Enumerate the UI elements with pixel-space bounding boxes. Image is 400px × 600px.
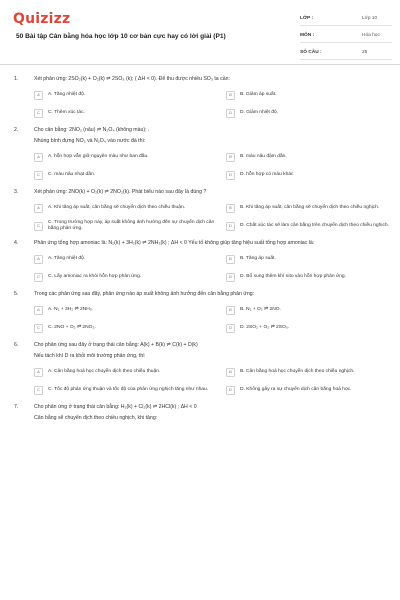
option-text: D. Giảm nhiệt độ. [240, 110, 279, 115]
option-text: C. Tốc độ phản ứng thuận và tốc độ của phản ứng nghịch tăng như nhau. [48, 387, 209, 392]
meta-value: Lớp 10 [362, 16, 378, 21]
question-number: 4. [14, 240, 19, 246]
option-letter-badge: B [226, 368, 235, 377]
answer-option-b[interactable] [226, 89, 400, 101]
question-text: Cho phản ứng sau đây ở trạng thái cân bằng: A(k) + B(k) ⇌ C(k) + D(k) [34, 342, 198, 348]
question-subtext: Cân bằng sẽ chuyển dịch theo chiều nghịch, khi tăng: [34, 415, 158, 421]
answer-option-b[interactable] [226, 366, 400, 378]
option-text: A. Khi tăng áp suất, cân bằng sẽ chuyển dịch theo chiều thuận. [48, 205, 186, 210]
question-header [0, 240, 400, 247]
meta-row-subject [300, 29, 392, 43]
option-letter-badge: B [226, 91, 235, 100]
worksheet-header [0, 0, 400, 56]
option-letter-badge: A [34, 255, 43, 264]
option-text: C. 2NO + O₂ ⇌ 2NO₂. [48, 325, 96, 330]
question-header [0, 127, 400, 134]
answer-option-d[interactable] [226, 107, 400, 119]
option-text: B. N₂ + O₂ ⇌ 2NO. [240, 307, 281, 312]
answer-option-b[interactable] [226, 151, 400, 163]
option-letter-badge: D [226, 171, 235, 180]
answer-option-a[interactable] [34, 253, 218, 265]
question-header [0, 404, 400, 411]
question-text: Xét phản ứng: 2SO₂(k) + O₂(k) ⇌ 2SO₃ (k); ( ΔH < 0). Để thu được nhiều SO₃ ta cần: [34, 76, 230, 82]
option-text: D. Bổ sung thêm khí nito vào hỗn hợp phản ứng. [240, 274, 346, 279]
option-text: C. Lấy amoniac ra khỏi hỗn hợp phản ứng. [48, 274, 142, 279]
answer-option-a[interactable] [34, 151, 218, 163]
option-text: D. Chất xúc tác sẽ làm cân bằng trên chuyển dịch theo chiều nghịch. [240, 223, 389, 228]
header-divider [0, 64, 400, 65]
answer-option-a[interactable] [34, 304, 218, 316]
option-letter-badge: B [226, 306, 235, 315]
option-grid [0, 89, 400, 119]
option-letter-badge: A [34, 368, 43, 377]
option-letter-badge: B [226, 153, 235, 162]
meta-value: Hóa học [362, 33, 380, 38]
question-3 [0, 189, 400, 232]
option-letter-badge: C [34, 222, 43, 231]
option-text: D. 2SO₂ + O₂ ⇌ 2SO₃. [240, 325, 290, 330]
question-number: 5. [14, 291, 19, 297]
option-text: B. màu nâu đậm dần. [240, 154, 287, 159]
answer-option-a[interactable] [34, 202, 218, 214]
meta-key: MÔN : [300, 33, 315, 38]
option-letter-badge: C [34, 324, 43, 333]
option-text: A. Tăng nhiệt độ. [48, 256, 86, 261]
question-text: Cho cân bằng: 2NO₂ (nâu) ⇌ N₂O₄ (không màu); . [34, 127, 150, 133]
answer-option-d[interactable] [226, 220, 400, 232]
answer-option-b[interactable] [226, 202, 400, 214]
question-subtext: Nhúng bình đựng NO₂ và N₂O₄ vào nước đá thì: [34, 138, 146, 144]
answer-option-d[interactable] [226, 384, 400, 396]
option-grid [0, 151, 400, 181]
question-text: Xét phản ứng: 2NO(k) + O₂(k) ⇌ 2NO₂(k). Phát biểu nào sau đây là đúng ? [34, 189, 207, 195]
option-grid [0, 366, 400, 396]
answer-option-b[interactable] [226, 304, 400, 316]
option-text: A. N₂ + 3H₂ ⇌ 2NH₃. [48, 307, 94, 312]
meta-row-class [300, 12, 392, 26]
question-text: Phản ứng tổng hợp amoniac là: N₂(k) + 3H₂(k) ⇌ 2NH₃(k) ; ΔH < 0 Yếu tố không giúp tăng hiệu suất tổng hợp amoniac là: [34, 240, 315, 246]
option-letter-badge: D [226, 324, 235, 333]
answer-option-d[interactable] [226, 169, 400, 181]
question-header [0, 291, 400, 298]
option-text: C. Trong trường hợp này, áp suất không ảnh hưởng đến sự chuyển dịch cân bằng phản ứng. [48, 220, 215, 231]
option-letter-badge: D [226, 109, 235, 118]
question-number: 7. [14, 404, 19, 410]
option-letter-badge: D [226, 386, 235, 395]
option-text: C. màu nâu nhạt dần. [48, 172, 96, 177]
option-letter-badge: C [34, 171, 43, 180]
option-letter-badge: D [226, 222, 235, 231]
question-6 [0, 342, 400, 396]
answer-option-a[interactable] [34, 366, 218, 378]
question-header [0, 189, 400, 196]
option-letter-badge: A [34, 306, 43, 315]
option-text: A. Cân bằng hoá học chuyển dịch theo chiều thuận. [48, 369, 161, 374]
option-letter-badge: C [34, 273, 43, 282]
option-text: A. hỗn hợp vẫn giữ nguyên màu như ban đầu. [48, 154, 149, 159]
question-number: 1. [14, 76, 19, 82]
option-letter-badge: A [34, 204, 43, 213]
option-text: B. Tăng áp suất. [240, 256, 276, 261]
option-text: B. Giảm áp suất. [240, 92, 277, 97]
answer-option-c[interactable] [34, 107, 218, 119]
question-5 [0, 291, 400, 334]
question-number: 2. [14, 127, 19, 133]
answer-option-c[interactable] [34, 220, 218, 232]
option-text: D. Không gây ra sự chuyển dịch cân bằng hoá học. [240, 387, 352, 392]
quizizz-logo: Quizizz [13, 11, 71, 27]
option-letter-badge: A [34, 153, 43, 162]
worksheet-title: 50 Bài tập Cân bằng hóa học lớp 10 cơ bản cực hay có lời giải (P1) [16, 33, 226, 40]
question-header [0, 342, 400, 349]
question-number: 3. [14, 189, 19, 195]
question-7 [0, 404, 400, 422]
question-header [0, 76, 400, 83]
option-letter-badge: C [34, 386, 43, 395]
question-2 [0, 127, 400, 181]
meta-key: SỐ CÂU : [300, 50, 322, 55]
question-4 [0, 240, 400, 283]
option-letter-badge: D [226, 273, 235, 282]
question-text: Trong các phản ứng sau đây, phản ứng nào áp suất không ảnh hưởng đến cân bằng phản ứng: [34, 291, 255, 297]
answer-option-d[interactable] [226, 271, 400, 283]
option-text: B. Khi tăng áp suất, cân bằng sẽ chuyển dịch theo chiều nghịch. [240, 205, 380, 210]
option-grid [0, 253, 400, 283]
option-grid [0, 304, 400, 334]
option-text: C. Thêm xúc tác. [48, 110, 85, 115]
meta-value: 25 [362, 50, 368, 55]
question-subtext: Nếu tách khí D ra khỏi môi trường phản ứng, thì [34, 353, 145, 359]
meta-panel [300, 12, 392, 63]
option-text: A. Tăng nhiệt độ. [48, 92, 86, 97]
question-list [0, 76, 400, 430]
meta-row-count [300, 46, 392, 60]
answer-option-c[interactable] [34, 322, 218, 334]
answer-option-a[interactable] [34, 89, 218, 101]
meta-key: LỚP : [300, 16, 314, 21]
answer-option-c[interactable] [34, 169, 218, 181]
option-text: D. hỗn hợp có màu khác [240, 172, 294, 177]
question-number: 6. [14, 342, 19, 348]
answer-option-c[interactable] [34, 384, 218, 396]
answer-option-b[interactable] [226, 253, 400, 265]
answer-option-d[interactable] [226, 322, 400, 334]
question-1 [0, 76, 400, 119]
option-letter-badge: C [34, 109, 43, 118]
answer-option-c[interactable] [34, 271, 218, 283]
option-text: B. Cân bằng hoá học chuyển dịch theo chiều nghịch. [240, 369, 355, 374]
option-letter-badge: A [34, 91, 43, 100]
question-text: Cho phản ứng ở trạng thái cân bằng: H₂(k) + Cl₂(k) ⇌ 2HCl(k) ; ΔH < 0 [34, 404, 197, 410]
option-letter-badge: B [226, 255, 235, 264]
option-letter-badge: B [226, 204, 235, 213]
option-grid [0, 202, 400, 232]
